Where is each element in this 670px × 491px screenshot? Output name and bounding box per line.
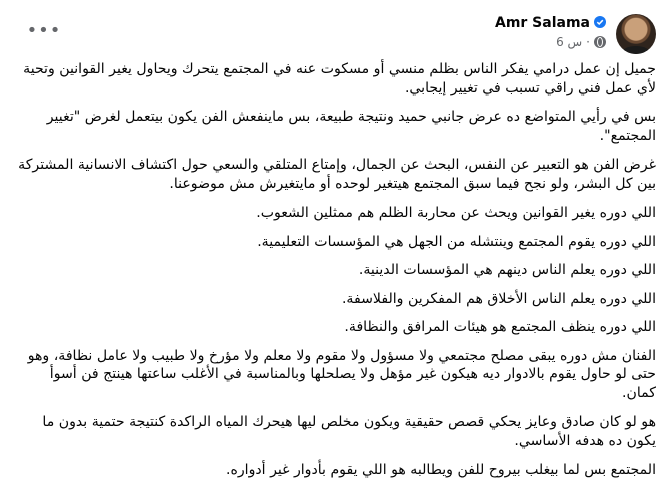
post-text bbox=[12, 60, 656, 491]
post-time[interactable]: 6 س bbox=[556, 35, 583, 49]
post-paragraph-5: اللي دوره يقوم المجتمع وينتشله من الجهل هي المؤسسات التعليمية. bbox=[257, 233, 656, 250]
post-paragraph-3: غرض الفن هو التعبير عن النفس، البحث عن الجمال، وإمتاع المتلقي والسعي حول اكتشاف الانسانية المشتركة بين كل البشر، ولو نجح فيما سبق المجتمع هيتغير لوحده أو مايتغيرش مش موضوعنا. bbox=[18, 157, 656, 192]
post-meta bbox=[556, 35, 606, 49]
post-paragraph-8: اللي دوره ينظف المجتمع هو هيئات المرافق والنظافة. bbox=[344, 319, 656, 335]
avatar-shirt bbox=[622, 46, 650, 54]
author-line bbox=[495, 13, 606, 32]
post-paragraph-2: بس في رأيي المتواضع ده عرض جانبي حميد ونتيجة طبيعة، بس ماينفعش الفن يكون بيتعمل لغرض "تغيير المجتمع". bbox=[46, 109, 656, 144]
avatar[interactable] bbox=[616, 14, 656, 54]
post-header bbox=[14, 12, 656, 56]
post-paragraph-7: اللي دوره يعلم الناس الأخلاق هم المفكرين والفلاسفة. bbox=[341, 290, 656, 307]
post-paragraph-9: الفنان مش دوره يبقى مصلح مجتمعي ولا مسؤول ولا مقوم ولا معلم ولا مؤرخ ولا طبيب ولا عامل نظافة، وهو حتى لو حاول يقوم بالادوار ديه هيكون غير مؤهل ولا يصلحلها وبالمناسبة في الأغلب ساعتها هينتج فن أسوأ كمان. bbox=[27, 347, 656, 401]
post-paragraph-4: اللي دوره يغير القوانين ويحث عن محاربة الظلم هم ممثلين الشعوب. bbox=[256, 205, 656, 221]
globe-icon[interactable] bbox=[594, 36, 606, 48]
author-name[interactable]: Amr Salama bbox=[494, 14, 590, 31]
post-paragraph-10: هو لو كان صادق وعايز يحكي قصص حقيقية ويكون مخلص ليها هيحرك المياه الراكدة كنتيجة حتمية بدون ما يكون ده هدفه الأساسي. bbox=[42, 414, 656, 449]
post-paragraph-11: المجتمع بس لما بيغلب بيروح للفن ويطالبه هو اللي يقوم بأدوار غير أدواره. bbox=[226, 462, 656, 478]
more-options-icon[interactable]: ••• bbox=[26, 19, 62, 41]
meta-separator: · bbox=[586, 35, 590, 49]
verified-badge-icon bbox=[594, 13, 606, 32]
post-paragraph-1: جميل إن عمل درامي يفكر الناس بظلم منسي أو مسكوت عنه في المجتمع يتحرك ويحاول يغير القوانين وتحية لأي عمل فني راقي تسبب في تغيير إيجابي. bbox=[23, 61, 656, 96]
post-paragraph-6: اللي دوره يعلم الناس دينهم هي المؤسسات الدينية. bbox=[358, 262, 656, 278]
